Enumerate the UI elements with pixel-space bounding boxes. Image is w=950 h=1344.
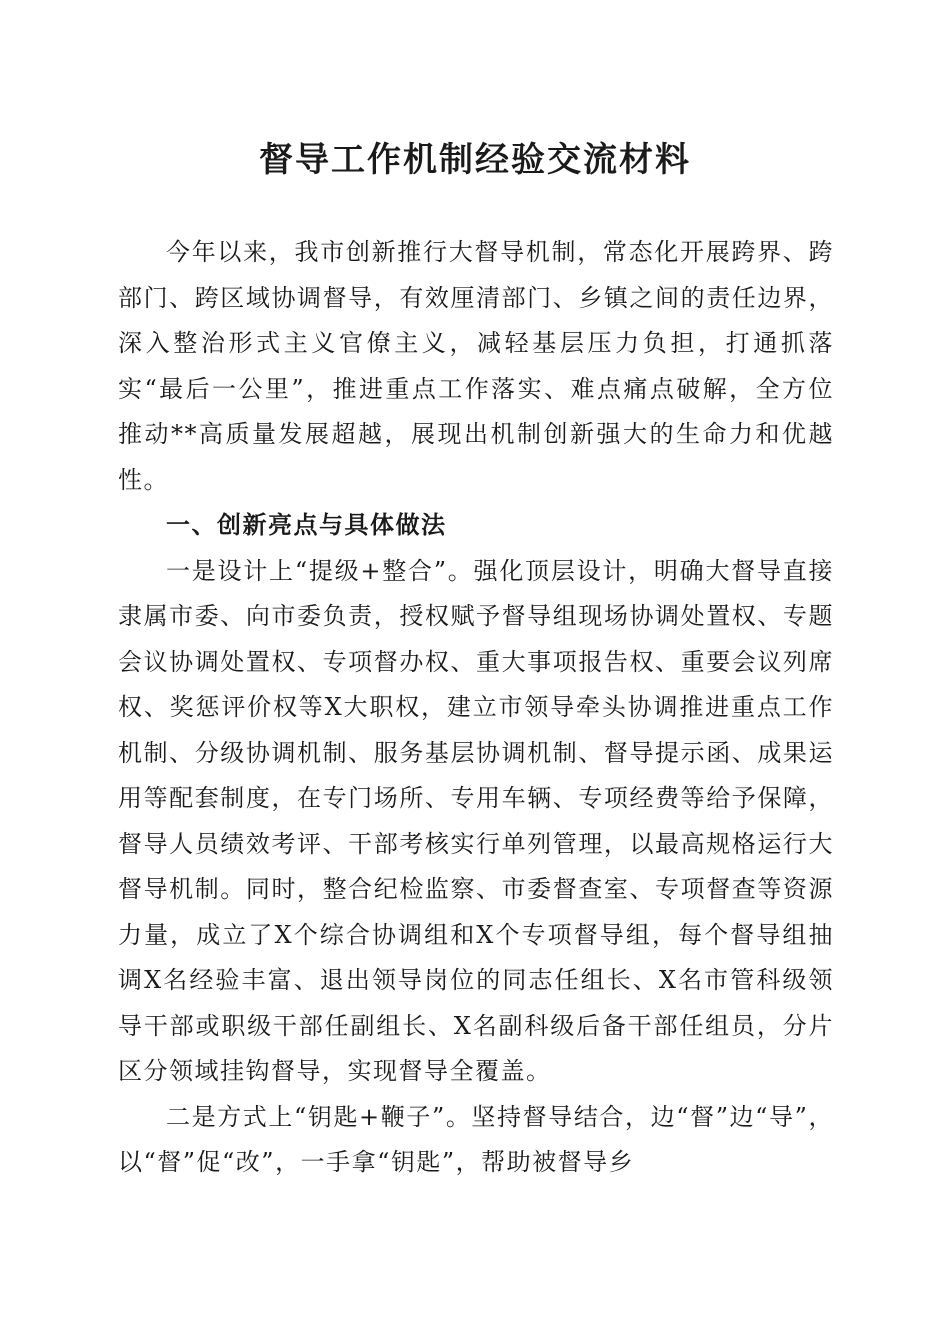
section-heading: 一、创新亮点与具体做法: [166, 511, 447, 539]
intro-paragraph: 今年以来，我市创新推行大督导机制，常态化开展跨界、跨部门、跨区域协调督导，有效厘清部门、乡镇之间的责任边界，深入整治形式主义官僚主义，减轻基层压力负担，打通抓落实“最后一公里”，推进重点工作落实、难点痛点破解，全方位推动**高质量发展超越，展现出机制创新强大的生命力和优越性。: [118, 238, 834, 494]
document-title: 督导工作机制经验交流材料: [259, 140, 691, 180]
paragraph-method: 二是方式上“钥匙+鞭子”。坚持督导结合，边“督”边“导”，以“督”促“改”，一手拿“钥匙”，帮助被督导乡: [118, 1102, 834, 1176]
paragraph-design: 一是设计上“提级+整合”。强化顶层设计，明确大督导直接隶属市委、向市委负责，授权赋予督导组现场协调处置权、专题会议协调处置权、专项督办权、重大事项报告权、重要会议列席权、奖惩评价权等X大职权，建立市领导牵头协调推进重点工作机制、分级协调机制、服务基层协调机制、督导提示函、成果运用等配套制度，在专门场所、专用车辆、专项经费等给予保障，督导人员绩效考评、干部考核实行单列管理，以最高规格运行大督导机制。同时，整合纪检监察、市委督查室、专项督查等资源力量，成立了X个综合协调组和X个专项督导组，每个督导组抽调X名经验丰富、退出领导岗位的同志任组长、X名市管科级领导干部或职级干部任副组长、X名副科级后备干部任组员，分片区分领域挂钩督导，实现督导全覆盖。: [118, 556, 834, 1085]
document-body: [118, 230, 834, 1186]
